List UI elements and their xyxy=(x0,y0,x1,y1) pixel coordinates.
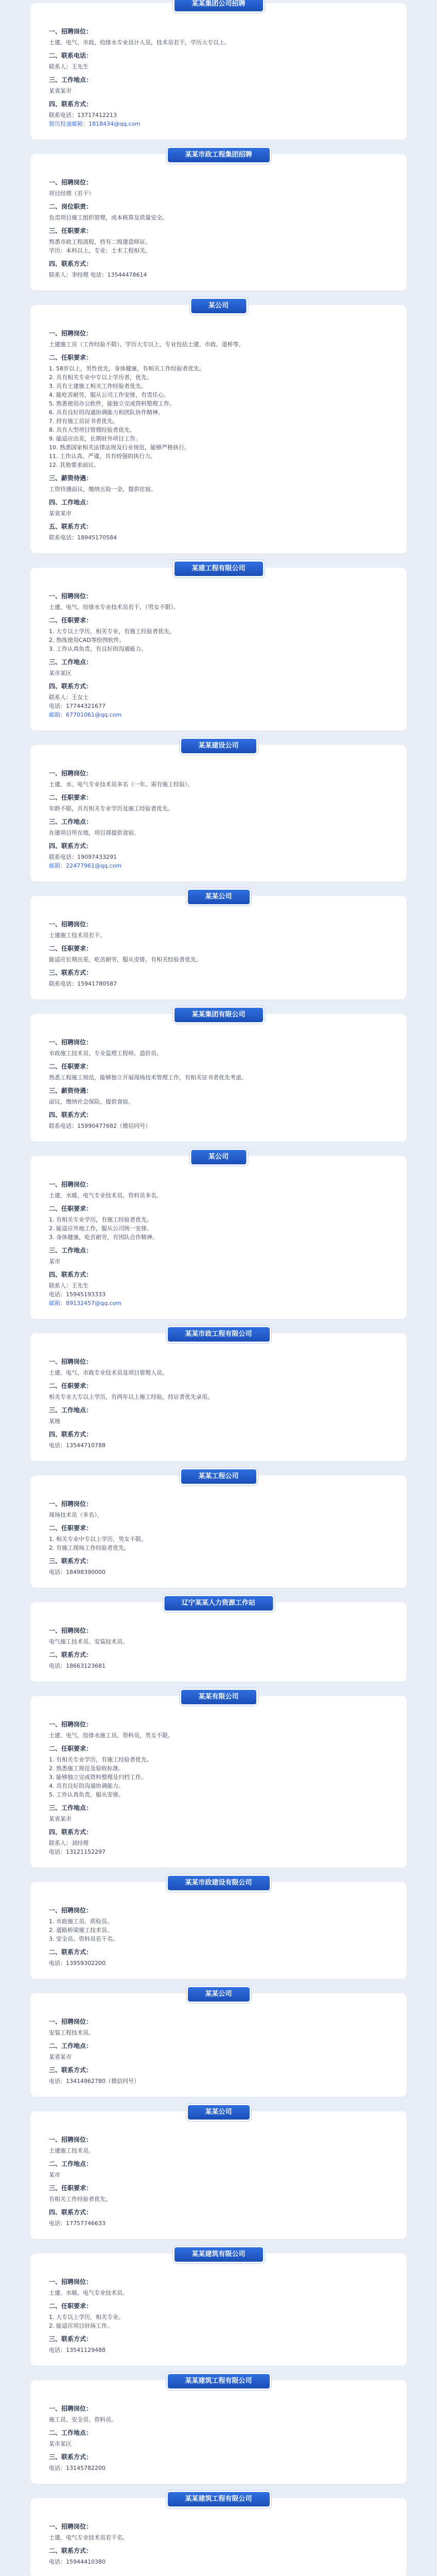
section-heading: 二、任职要求： xyxy=(49,1063,93,1070)
info-line: 2. 道路桥梁施工技术员。 xyxy=(49,1927,113,1934)
section-heading: 四、联系方式： xyxy=(49,1271,93,1278)
company-banner: 某某公司 xyxy=(187,890,249,904)
job-card xyxy=(30,1693,407,1868)
info-line: 土建、水暖、电气专业技术员。 xyxy=(49,2290,128,2296)
info-line: 电话：13544710788 xyxy=(49,1442,106,1449)
info-line: 电话：15945193333 xyxy=(49,1291,106,1298)
info-line: 5. 工作认真负责，服从安排。 xyxy=(49,1791,124,1798)
section-heading: 四、联系方式： xyxy=(49,1828,93,1836)
info-line: 5. 熟悉使用办公软件，能独立完成资料整理工作。 xyxy=(49,400,175,407)
company-banner: 辽宁某某人力资源工作站 xyxy=(164,1596,273,1611)
section-heading: 一、招聘岗位： xyxy=(49,330,93,337)
section-heading: 四、联系方式： xyxy=(49,1431,93,1438)
info-line: 2. 熟练使用CAD等绘图软件。 xyxy=(49,637,125,643)
info-line: 联系电话：18945170584 xyxy=(49,534,117,541)
section-heading: 一、招聘岗位： xyxy=(49,1907,93,1914)
info-line: 项目经理（若干） xyxy=(49,190,94,197)
info-line: 3. 具有土建施工相关工作经验者优先。 xyxy=(49,383,147,389)
info-line: 土建、电气、给排水专业技术员若干，（男女不限）。 xyxy=(49,604,179,611)
section-heading: 二、联系方式： xyxy=(49,1651,93,1658)
job-card xyxy=(30,2377,407,2484)
email-link[interactable]: 邮箱：67701061@qq.com xyxy=(49,711,121,718)
job-card xyxy=(30,1330,407,1461)
job-card xyxy=(30,302,407,553)
info-line: 联系人：王先生 xyxy=(49,1282,89,1289)
job-card xyxy=(30,0,407,140)
info-line: 联系电话：15990477682（微信同号） xyxy=(49,1123,151,1129)
section-heading: 四、联系方式： xyxy=(49,683,93,690)
job-card xyxy=(30,1599,407,1682)
section-heading: 二、任职要求： xyxy=(49,1205,93,1212)
info-line: 2. 有施工现场工作经验者优先。 xyxy=(49,1545,130,1551)
info-line: 电话：13145782200 xyxy=(49,2465,106,2471)
info-line: 电话：13959302200 xyxy=(49,1960,106,1967)
info-line: 电话：13414962780（微信同号） xyxy=(49,2078,139,2084)
company-banner: 某公司 xyxy=(191,299,246,313)
email-link[interactable]: 邮箱：89132457@qq.com xyxy=(49,1300,121,1307)
company-banner: 某建工程有限公司 xyxy=(174,562,263,576)
section-heading: 三、工作地点： xyxy=(49,818,93,825)
info-line: 4. 具有良好的沟通协调能力。 xyxy=(49,1783,124,1789)
company-banner: 某某公司 xyxy=(187,2105,249,2120)
section-heading: 二、任职要求： xyxy=(49,617,93,624)
company-banner: 某某公司 xyxy=(187,1987,249,2002)
info-line: 土建施工技术员。 xyxy=(49,2147,94,2154)
info-line: 4. 能吃苦耐劳，服从公司工作安排，有责任心。 xyxy=(49,392,169,398)
section-heading: 二、任职要求： xyxy=(49,945,93,952)
info-line: 某市 xyxy=(49,1258,60,1265)
job-card xyxy=(30,1990,407,2097)
info-line: 在建项目所在地，项目部提供食宿。 xyxy=(49,829,139,836)
email-link[interactable]: 简历投递邮箱：1818434@qq.com xyxy=(49,121,141,127)
info-line: 负责项目施工组织管理，成本核算及质量安全。 xyxy=(49,214,168,221)
info-line: 10. 熟悉国家相关法律法规及行业规范，能够严格执行。 xyxy=(49,444,190,451)
section-heading: 四、联系方式： xyxy=(49,260,93,267)
section-heading: 二、任职要求： xyxy=(49,1382,93,1389)
info-line: 1. 相关专业中专以上学历，男女不限。 xyxy=(49,1536,147,1543)
company-banner: 某某有限公司 xyxy=(181,1690,256,1704)
company-banner: 某某市政工程有限公司 xyxy=(167,1327,269,1342)
info-line: 1. 58岁以上，男性优先，身体健康，有相关工作经验者优先。 xyxy=(49,365,205,372)
info-line: 某省某市 xyxy=(49,2054,72,2060)
section-heading: 四、联系方式： xyxy=(49,842,93,850)
info-line: 2. 能适应外地工作，服从公司统一安排。 xyxy=(49,1225,152,1232)
info-line: 联系人：王女士 xyxy=(49,694,89,701)
job-card xyxy=(30,1472,407,1588)
info-line: 工资待遇面议，缴纳五险一金，提供住宿。 xyxy=(49,486,156,493)
job-card xyxy=(30,2108,407,2239)
info-line: 3. 工作认真负责，有良好的沟通能力。 xyxy=(49,646,147,652)
section-heading: 四、联系方式： xyxy=(49,1111,93,1118)
company-banner: 某某市政工程集团招聘 xyxy=(167,148,269,162)
section-heading: 三、工作地点： xyxy=(49,1247,93,1254)
info-line: 面议，缴纳社会保险，提供食宿。 xyxy=(49,1098,134,1105)
section-heading: 二、联系电话： xyxy=(49,52,93,59)
company-banner: 某某集团有限公司 xyxy=(174,1008,263,1022)
job-card xyxy=(30,893,407,999)
info-line: 有相关工作经验者优先。 xyxy=(49,2196,111,2202)
info-line: 1. 大专以上学历，相关专业。 xyxy=(49,2314,124,2320)
info-line: 2. 能适应项目驻场工作。 xyxy=(49,2323,113,2329)
info-line: 土建施工员（工作经验不限），学历大专以上，专业包括土建、市政、道桥等。 xyxy=(49,341,244,348)
info-line: 土建、电气、市政、给排水专业设计人员，技术员若干，学历大专以上。 xyxy=(49,39,230,46)
info-line: 土建、电气、市政专业技术员及项目管理人员。 xyxy=(49,1369,168,1376)
section-heading: 一、招聘岗位： xyxy=(49,1627,93,1634)
info-line: 6. 具有良好的沟通协调能力和团队协作精神。 xyxy=(49,409,164,416)
section-heading: 三、任职要求： xyxy=(49,227,93,234)
job-card xyxy=(30,2250,407,2366)
section-heading: 三、工作地点： xyxy=(49,658,93,666)
info-line: 某市 xyxy=(49,2172,60,2178)
section-heading: 一、招聘岗位： xyxy=(49,1181,93,1188)
section-heading: 三、薪资待遇： xyxy=(49,474,93,482)
info-line: 某地 xyxy=(49,1418,60,1425)
section-heading: 二、任职要求： xyxy=(49,1745,93,1752)
section-heading: 三、联系方式： xyxy=(49,2453,93,2461)
info-line: 现场技术员（多名）。 xyxy=(49,1512,103,1518)
section-heading: 二、任职要求： xyxy=(49,2302,93,2310)
info-line: 联系人：李经理 电话：13544478614 xyxy=(49,272,147,278)
info-line: 联系人：王先生 xyxy=(49,63,89,70)
section-heading: 四、联系方式： xyxy=(49,100,93,108)
company-banner: 某某集团公司招聘 xyxy=(174,0,263,11)
section-heading: 五、联系方式： xyxy=(49,523,93,530)
info-line: 土建、电气专业技术员若干名。 xyxy=(49,2534,128,2541)
info-line: 联系电话：19097433291 xyxy=(49,854,117,860)
info-line: 年龄不限，具有相关专业学历及施工经验者优先。 xyxy=(49,805,173,812)
job-card xyxy=(30,742,407,882)
info-line: 土建、水、电气专业技术员多名（一年、需有施工经验）。 xyxy=(49,781,194,788)
info-line: 学历：本科以上，专业：土木工程相关。 xyxy=(49,247,151,254)
info-line: 能适应长期出差，吃苦耐劳，服从安排，有相关经验者优先。 xyxy=(49,956,202,963)
job-card xyxy=(30,1879,407,1979)
section-heading: 二、任职要求： xyxy=(49,354,93,361)
info-line: 电话：17744321677 xyxy=(49,703,106,709)
info-line: 联系电话：15941780587 xyxy=(49,980,117,987)
info-line: 电话：13541129488 xyxy=(49,2347,106,2353)
info-line: 某省某市 xyxy=(49,88,72,94)
company-banner: 某某工程公司 xyxy=(181,1469,256,1484)
section-heading: 一、招聘岗位： xyxy=(49,1721,93,1728)
section-heading: 二、联系方式： xyxy=(49,2547,93,2554)
section-heading: 二、工作地点： xyxy=(49,2042,93,2049)
company-banner: 某某建设公司 xyxy=(181,739,256,753)
section-heading: 三、联系方式： xyxy=(49,2066,93,2074)
info-line: 某市某区 xyxy=(49,670,72,676)
section-heading: 一、招聘岗位： xyxy=(49,2523,93,2530)
info-line: 电话：13121152297 xyxy=(49,1849,106,1855)
info-line: 9. 能适应出差，长期驻外项目工作。 xyxy=(49,435,141,442)
section-heading: 一、招聘岗位： xyxy=(49,592,93,600)
company-banner: 某某建筑有限公司 xyxy=(174,2247,263,2262)
email-link[interactable]: 邮箱：22477961@qq.com xyxy=(49,862,121,869)
section-heading: 三、联系方式： xyxy=(49,969,93,976)
info-line: 熟悉工程施工规范，能够独立开展现场技术管理工作，有相关证书者优先考虑。 xyxy=(49,1074,247,1081)
job-card xyxy=(30,151,407,291)
section-heading: 三、任职要求： xyxy=(49,2184,93,2192)
info-line: 2. 具有相关专业中专以上学历者，优先。 xyxy=(49,374,152,381)
section-heading: 一、招聘岗位： xyxy=(49,921,93,928)
info-line: 1. 有相关专业学历，有施工经验者优先。 xyxy=(49,1756,152,1763)
info-line: 1. 大专以上学历，相关专业，有施工经验者优先。 xyxy=(49,628,175,635)
info-line: 3. 能够独立完成资料整理及归档工作。 xyxy=(49,1774,147,1781)
company-banner: 某某建筑工程有限公司 xyxy=(167,2374,269,2388)
section-heading: 二、任职要求： xyxy=(49,794,93,801)
job-card xyxy=(30,2495,407,2576)
section-heading: 一、招聘岗位： xyxy=(49,1500,93,1507)
section-heading: 一、招聘岗位： xyxy=(49,179,93,186)
job-card xyxy=(30,565,407,731)
job-list xyxy=(30,0,407,2576)
info-line: 市政施工技术员、专业监理工程师、造价员。 xyxy=(49,1050,162,1057)
section-heading: 二、任职要求： xyxy=(49,1524,93,1532)
section-heading: 一、招聘岗位： xyxy=(49,2405,93,2412)
info-line: 联系电话：13717412213 xyxy=(49,112,117,118)
section-heading: 三、联系方式： xyxy=(49,1557,93,1565)
job-card xyxy=(30,1153,407,1319)
info-line: 11. 工作认真、严谨，具有较强的执行力。 xyxy=(49,453,156,460)
info-line: 2. 熟悉施工规范及验收标准。 xyxy=(49,1765,124,1772)
job-card xyxy=(30,1011,407,1142)
info-line: 某市某区 xyxy=(49,2441,72,2447)
section-heading: 二、工作地点： xyxy=(49,2429,93,2436)
info-line: 安装工程技术员。 xyxy=(49,2029,94,2036)
section-heading: 一、招聘岗位： xyxy=(49,2018,93,2025)
info-line: 熟悉市政工程流程，持有二级建造师证。 xyxy=(49,239,151,245)
info-line: 12. 其他要求面议。 xyxy=(49,462,99,468)
info-line: 电气施工技术员、安装技术员。 xyxy=(49,1638,128,1645)
info-line: 土建、电气、给排水施工员、资料员，男女不限。 xyxy=(49,1732,173,1739)
section-heading: 三、工作地点： xyxy=(49,1406,93,1414)
info-line: 电话：15944410380 xyxy=(49,2558,106,2565)
section-heading: 一、招聘岗位： xyxy=(49,2136,93,2143)
info-line: 1. 市政施工员、质检员。 xyxy=(49,1918,113,1925)
info-line: 土建施工技术员若干。 xyxy=(49,932,106,939)
info-line: 电话：18498390000 xyxy=(49,1569,106,1575)
section-heading: 一、招聘岗位： xyxy=(49,28,93,35)
info-line: 联系人：刘经理 xyxy=(49,1840,89,1846)
info-line: 施工员、安全员、资料员。 xyxy=(49,2416,117,2423)
section-heading: 二、岗位职责： xyxy=(49,203,93,210)
company-banner: 某某建筑工程有限公司 xyxy=(167,2492,269,2506)
info-line: 7. 持有施工员证书者优先。 xyxy=(49,418,118,425)
info-line: 3. 身体健康，吃苦耐劳，有团队合作精神。 xyxy=(49,1234,158,1241)
info-line: 电话：18663123681 xyxy=(49,1663,106,1669)
section-heading: 三、工作地点： xyxy=(49,1804,93,1811)
company-banner: 某公司 xyxy=(191,1150,246,1164)
section-heading: 一、招聘岗位： xyxy=(49,1039,93,1046)
info-line: 某省某市 xyxy=(49,510,72,517)
section-heading: 一、招聘岗位： xyxy=(49,1358,93,1365)
info-line: 8. 具有大型项目管理经验者优先。 xyxy=(49,427,135,433)
section-heading: 四、工作地点： xyxy=(49,499,93,506)
company-banner: 某某市政建设有限公司 xyxy=(167,1876,269,1890)
section-heading: 二、联系方式： xyxy=(49,1948,93,1956)
info-line: 电话：17757746633 xyxy=(49,2220,106,2227)
info-line: 3. 安全员、资料员若干名。 xyxy=(49,1936,118,1942)
info-line: 相关专业大专以上学历，有两年以上施工经验，持证者优先录用。 xyxy=(49,1394,213,1400)
section-heading: 四、联系方式： xyxy=(49,2209,93,2216)
section-heading: 三、工作地点： xyxy=(49,76,93,83)
info-line: 1. 有相关专业学历，有施工经验者优先。 xyxy=(49,1216,152,1223)
info-line: 土建、水暖、电气专业技术员、资料员多名。 xyxy=(49,1192,162,1199)
section-heading: 一、招聘岗位： xyxy=(49,770,93,777)
section-heading: 三、联系方式： xyxy=(49,2335,93,2343)
section-heading: 三、薪资待遇： xyxy=(49,1087,93,1094)
section-heading: 一、招聘岗位： xyxy=(49,2278,93,2285)
info-line: 某省某市 xyxy=(49,1816,72,1822)
section-heading: 二、工作地点： xyxy=(49,2160,93,2167)
